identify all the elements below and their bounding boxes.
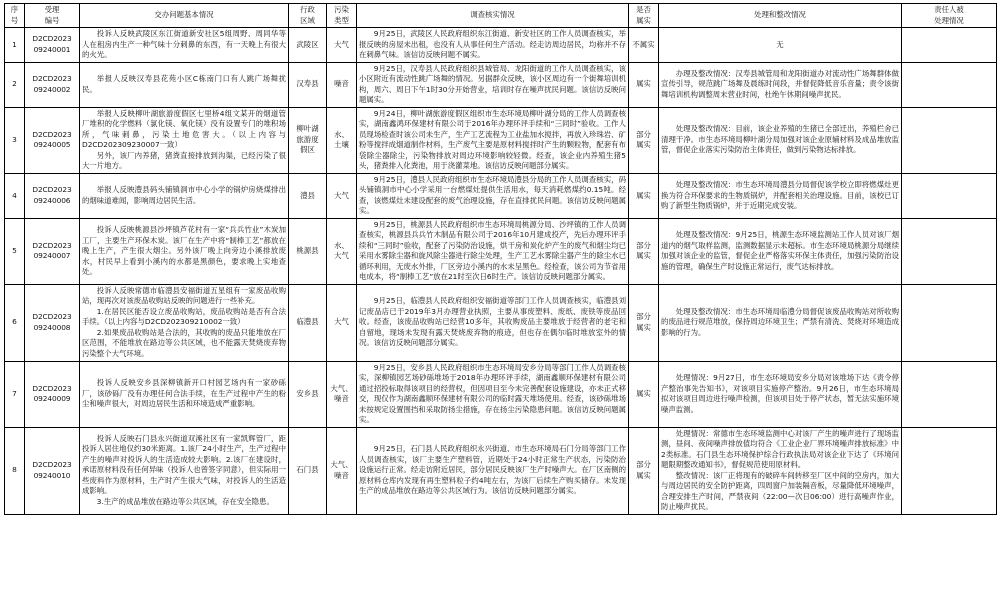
cell-seq: 7 <box>5 361 25 427</box>
cell-seq: 5 <box>5 218 25 284</box>
paragraph: 9月25日，桃源县人民政府组织市生态环境局桃源分局、沙坪镇的工作人员调查核实，桃源县兵兵竹木制品有限公司于2016年10月建成投产，先后办理环评手续和“三同时”验收，配套了污染防治设施，烘干房和炭化炉产生的废气和烟尘均已采用水雾除尘器和旋风除尘器进行除尘处理，生产工艺水雾除尘器产生的除尘水已循环利用，无废水外排，厂区旁边小溪内的水未呈黑色。经检查，该公司为节省用电成本，将“制棒工艺”放在21时至次日6时生产。该信访反映问题部分属实。 <box>359 219 626 282</box>
cell-description <box>80 173 289 218</box>
header-region: 行政 区域 <box>289 4 327 28</box>
code-line-1: D2CD2023 <box>32 460 72 470</box>
cell-handling <box>659 173 902 218</box>
paragraph: 处理及整改情况：9月25日，桃源生态环境监测站工作人员对该厂烟道内的烟气取样监测，监测数据显示未超标。市生态环境局桃源分局继续加强对该企业的监管，督促企业严格落实环保主体责任，加强污染防治设施的管理，确保生产时设施正常运行，废气达标排放。 <box>661 230 899 271</box>
paragraph: 无 <box>776 39 784 49</box>
cell-accept-code <box>25 284 80 361</box>
cell-pollution-type <box>327 427 357 514</box>
paragraph: 投诉人反映桃源县沙坪镇芦花村有一家“兵兵竹业”木炭加工厂，主要生产环保木炭。该厂在生产中将“制棒工艺”都放在晚上生产，产生很大烟尘。另外该厂晚上向旁边小溪排放废水，村民早上看到小溪内的水都是黑颜色，要求晚上实地查处。 <box>82 225 286 277</box>
cell-pollution-type <box>327 107 357 173</box>
paragraph: 处理情况：9月27日，市生态环境局安乡分局对该堆场下达《责令停产整治事先告知书》，对该项目实施停产整治。9月26日，市生态环境局拟对该项目周边进行噪声检测，但该项目处于停产状态，暂无法实施环境噪声监测。 <box>661 373 899 414</box>
cell-accept-code <box>25 107 80 173</box>
code-line-2: 09240005 <box>33 140 71 150</box>
cell-description <box>80 28 289 63</box>
cell-handling <box>659 284 902 361</box>
paragraph: 处理及整改情况：目前，该企业养殖的生猪已全部迁出，养殖栏舍已清理干净。市生态环境局柳叶湖分局加强对该企业原辅材料及成品堆放监管，督促企业落实污染防治主体责任，做到污染物达标排放。 <box>661 124 899 155</box>
cell-investigation <box>357 427 629 514</box>
paragraph: 办理及整改情况：汉寿县城管局和龙阳街道办对流动性广场舞群体做宣传引导，规范跳广场舞及晨练时间段，并督促降低音乐音量；责令该街舞培训机构调整周末营业时间，杜绝午休期间噪声扰民。 <box>661 68 899 99</box>
cell-investigation <box>357 28 629 63</box>
cell-pollution-type: 大气 <box>327 173 357 218</box>
cell-seq: 6 <box>5 284 25 361</box>
code-line-2: 09240006 <box>33 195 71 205</box>
code-line-2: 09240010 <box>33 470 71 480</box>
cell-investigation <box>357 218 629 284</box>
paragraph: 9月25日，武陵区人民政府组织东江街道、新安社区的工作人员调查核实，举报反映的房屋未出租，也没有人从事任何生产活动。经走访周边居民，均称并不存在刺鼻气味。该信访反映问题不属实。 <box>359 29 626 60</box>
cell-is-true: 属实 <box>629 173 659 218</box>
text-line: 噪音 <box>334 470 349 480</box>
cell-investigation <box>357 173 629 218</box>
paragraph: 9月24日，柳叶湖旅游度假区组织市生态环境局柳叶湖分局的工作人员调查核实，湖南鑫鸿环保建材有限公司于2016年办理环评手续和“三同时”验收。工作人员现场检查时该公司未生产，生产工艺流程为工业盐加水搅拌，再放入珍珠岩、矿粉等搅拌成烟道制作材料，生产废气主要是原材料搅拌时产生的颗粒物，配套有布袋除尘器除尘，污染物排放对周边环境影响较轻微。经查，该企业内养殖生猪5头，猪粪排入化粪池，用于浇灌菜地。该信访反映问题部分属实。 <box>359 108 626 171</box>
cell-is-true: 不属实 <box>629 28 659 63</box>
text-line: 部分 <box>636 129 651 139</box>
code-line-2: 09240009 <box>33 394 71 404</box>
cell-responsible-person <box>902 62 997 107</box>
header-investigation: 调查核实情况 <box>357 4 629 28</box>
paragraph: 投诉人反映常德市临澧县安福街道五星组有一家废品收购站，现再次对该废品收购站反映的问题进行一些补充。 <box>82 285 286 306</box>
header-row <box>5 4 997 28</box>
paragraph: 整改情况：该厂正将现有的破碎车间转移至厂区中间的空房内，加大与周边居民的安全防护距离，四周窗户加装隔音板，尽量降低环境噪声，合理安排生产时间，严禁夜间（22:00—次日06:00）进行高噪声作业，防止噪声扰民。 <box>661 470 899 512</box>
cell-seq: 3 <box>5 107 25 173</box>
cell-seq: 8 <box>5 427 25 514</box>
cell-region: 武陵区 <box>289 28 327 63</box>
code-line-1: D2CD2023 <box>32 129 72 139</box>
cell-description <box>80 284 289 361</box>
table-row <box>5 427 997 514</box>
cell-region: 桃源县 <box>289 218 327 284</box>
code-line-1: D2CD2023 <box>32 185 72 195</box>
cell-seq: 1 <box>5 28 25 63</box>
text-line: 部分 <box>636 460 651 470</box>
cell-responsible-person <box>902 361 997 427</box>
cell-handling <box>659 218 902 284</box>
cell-accept-code <box>25 361 80 427</box>
header-pollution-type: 污染 类型 <box>327 4 357 28</box>
paragraph: 1.在居民区能否设立废品收购站，废品收购站是否有合法手续。（以上内容与D2CD202309210002一致） <box>82 306 286 327</box>
cell-region: 澧县 <box>289 173 327 218</box>
table-row <box>5 218 997 284</box>
paragraph: 处理及整改情况：市生态环境局澧县分局督促该学校立即将燃煤灶更换为符合环保要求的生物质锅炉，并配套相关治理设施。目前，该校已订购了新型生物质锅炉，并于近期完成安装。 <box>661 179 899 211</box>
cell-region: 汉寿县 <box>289 62 327 107</box>
text-line: 大气、 <box>330 460 353 470</box>
cell-pollution-type: 噪音 <box>327 62 357 107</box>
cell-accept-code <box>25 218 80 284</box>
text-line: 大气 <box>334 251 349 261</box>
cell-responsible-person <box>902 173 997 218</box>
text-line: 属实 <box>636 251 651 261</box>
cell-is-true <box>629 284 659 361</box>
header-is-true: 是否 属实 <box>629 4 659 28</box>
cell-description <box>80 107 289 173</box>
text-line: 大气、 <box>330 383 353 393</box>
cell-handling <box>659 427 902 514</box>
paragraph: 9月25日，澧县人民政府组织市生态环境局澧县分局的工作人员调查核实，码头铺镇洞市中心小学采用一台燃煤灶提供生活用水，每天消耗燃煤约0.15吨。经查，该燃煤灶未建设配套的废气治理设施，存在直排扰民问题。该信访反映问题属实。 <box>359 174 626 216</box>
text-line: 假区 <box>300 145 315 155</box>
paragraph: 处理及整改情况：市生态环境局临澧分局督促该废品收购站对所收购的废品进行规范堆放，保持周边环境卫生；严禁有清洗、焚烧对环境造成影响的行为。 <box>661 306 899 337</box>
cell-accept-code <box>25 28 80 63</box>
code-line-2: 09240007 <box>33 251 71 261</box>
cell-description <box>80 218 289 284</box>
cell-region: 石门县 <box>289 427 327 514</box>
code-line-2: 09240008 <box>33 322 71 332</box>
paragraph: 2.如果废品收购站是合法的，其收购的废品只能堆放在厂区范围，不能堆放在路边等公共区域，也不能露天焚烧废弃物污染整个大气环境。 <box>82 327 286 358</box>
text-line: 水、 <box>334 240 349 250</box>
header-description: 交办问题基本情况 <box>80 4 289 28</box>
table-row <box>5 28 997 63</box>
cell-investigation <box>357 361 629 427</box>
cell-is-true <box>629 107 659 173</box>
cell-accept-code <box>25 427 80 514</box>
cell-description <box>80 427 289 514</box>
text-line: 旅游度 <box>296 134 319 144</box>
cell-region: 临澧县 <box>289 284 327 361</box>
cell-accept-code <box>25 62 80 107</box>
cell-pollution-type: 大气 <box>327 284 357 361</box>
text-line: 部分 <box>636 240 651 250</box>
cell-pollution-type <box>327 361 357 427</box>
cell-handling <box>659 62 902 107</box>
table-row <box>5 361 997 427</box>
header-code: 受理 编号 <box>25 4 80 28</box>
code-line-1: D2CD2023 <box>32 34 72 44</box>
cell-description <box>80 361 289 427</box>
cell-is-true: 属实 <box>629 361 659 427</box>
table-row <box>5 107 997 173</box>
text-line: 水、 <box>334 129 349 139</box>
table-row <box>5 173 997 218</box>
paragraph: 9月25日，安乡县人民政府组织市生态环境局安乡分局等部门工作人员调查核实，深柳镇园艺场砂砾堆场于2018年办理环评手续，湖南鑫顺环保建材有限公司通过招投标取得该项目的经营权，但因项目至今未完善配套设施建设，亦未正式移交，现仅作为湖南鑫顺环保建材有限公司的临时露天堆场使用。经查，该砂砾堆场未按规定设置围挡和采取防扬尘措施，存在扬尘污染隐患问题。该信访反映问题属实。 <box>359 362 626 425</box>
text-line: 柳叶湖 <box>296 124 319 134</box>
header-seq: 序 号 <box>5 4 25 28</box>
paragraph: 另外，该厂内养猪，猪粪直接排放到沟渠，已经污染了很大一片地方。 <box>82 150 286 171</box>
paragraph: 3.生产的成品堆放在路边等公共区域，存在安全隐患。 <box>96 496 274 506</box>
cell-is-true: 属实 <box>629 62 659 107</box>
text-line: 属实 <box>636 322 651 332</box>
cell-region: 安乡县 <box>289 361 327 427</box>
cell-pollution-type: 大气 <box>327 28 357 63</box>
paragraph: 9月25日，临澧县人民政府组织安福街道等部门工作人员调查核实，临澧县刘记废品店已于2019年3月办理营业执照，主要从事废塑料、废纸、废铁等废品回收。经查，该废品收购站已经营10多年，其收购废品主要堆放于经营者的老宅和自留地，现场未发现有露天焚烧废弃物的痕迹，但也存在偶尔临时堆放室外的情况。该信访反映问题部分属实。 <box>359 296 626 348</box>
paragraph: 投诉人反映石门县永兴街道双溪社区有一家凯辉管厂，距投诉人居住地仅约30米距离。1.该厂24小时生产，生产过程中产生的噪声对投诉人的生活造成较大影响。2.该厂在建设时，承诺原材料没有任何异味（投诉人也曾签字同意），但实际用一些废料作为原材料，生产时产生很大气味，对投诉人的生活造成影响。 <box>82 433 286 496</box>
cell-investigation <box>357 62 629 107</box>
header-handling: 处理和整改情况 <box>659 4 902 28</box>
paragraph: 9月25日，石门县人民政府组织永兴街道、市生态环境局石门分局等部门工作人员调查核实，该厂主要生产塑料管，近期处于24小时正常生产状态，污染防治设施运行正常。经走访附近居民，部分居民反映该厂生产时噪声大。在厂区南侧的原材料仓库内发现有再生塑料粒子约4吨左右，为该厂后续生产购买储存。未发现生产的成品堆放在路边等公共区域行为。该信访反映问题部分属实。 <box>359 444 626 496</box>
code-line-1: D2CD2023 <box>32 312 72 322</box>
case-table <box>4 3 997 515</box>
cell-seq: 2 <box>5 62 25 107</box>
table-row <box>5 284 997 361</box>
text-line: 属实 <box>636 470 651 480</box>
cell-responsible-person <box>902 218 997 284</box>
table-header <box>5 4 997 28</box>
cell-handling <box>659 361 902 427</box>
text-line: 属实 <box>636 140 651 150</box>
code-line-2: 09240002 <box>33 84 71 94</box>
cell-is-true <box>629 427 659 514</box>
text-line: 土壤 <box>334 140 349 150</box>
cell-investigation <box>357 107 629 173</box>
header-responsible-person: 责任人被 处理情况 <box>902 4 997 28</box>
text-line: 噪音 <box>334 394 349 404</box>
cell-accept-code <box>25 173 80 218</box>
code-line-1: D2CD2023 <box>32 383 72 393</box>
table-row <box>5 62 997 107</box>
cell-is-true <box>629 218 659 284</box>
paragraph: 投诉人反映安乡县深柳镇新开口村园艺场内有一家砂砾厂，该砂砾厂没有办理任何合法手续，在生产过程中产生的粉尘和噪声很大，对周边居民生活和环境造成严重影响。 <box>82 378 286 409</box>
cell-responsible-person <box>902 284 997 361</box>
cell-handling <box>659 107 902 173</box>
cell-pollution-type <box>327 218 357 284</box>
cell-responsible-person <box>902 107 997 173</box>
paragraph: 处理情况：常德市生态环境监测中心对该厂产生的噪声进行了现场监测，昼间、夜间噪声排放值均符合《工业企业厂界环境噪声排放标准》中2类标准。石门县生态环境保护综合行政执法局对该企业下达了《环境问题限期整改通知书》，督促规范使用原材料。 <box>661 428 899 470</box>
cell-region <box>289 107 327 173</box>
cell-responsible-person <box>902 427 997 514</box>
cell-responsible-person <box>902 28 997 63</box>
code-line-1: D2CD2023 <box>32 74 72 84</box>
text-line: 部分 <box>636 312 651 322</box>
table-body <box>5 28 997 515</box>
code-line-2: 09240001 <box>33 44 71 54</box>
code-line-1: D2CD2023 <box>32 240 72 250</box>
paragraph: 举报人反映柳叶湖旅游度假区七里桥4组文某开的烟道管厂堆积的化学燃料（氯化镁、氧化镁）没有设置专门的堆积场所，气味刺鼻，污染土地危害大。（以上内容与D2CD202309230007一致） <box>82 108 286 150</box>
cell-description <box>80 62 289 107</box>
cell-seq: 4 <box>5 173 25 218</box>
paragraph: 9月25日，汉寿县人民政府组织县城管局、龙阳街道的工作人员调查核实，该小区附近有流动性跳广场舞的情况。另据群众反映，该小区周边有一个街舞培训机构，周六、周日下午1时30分开始营业，培训时存在噪声扰民问题。该信访反映问题属实。 <box>359 63 626 105</box>
paragraph: 投诉人反映武陵区东江街道新安社区5组周野、周同华等人在租房内生产一种气味十分刺鼻的东西，有一天晚上有很大的火光。 <box>82 29 286 60</box>
paragraph: 举报人反映澧县码头铺镇洞市中心小学的锅炉房烧煤排出的烟味道难闻，影响周边居民生活。 <box>82 185 286 205</box>
cell-investigation <box>357 284 629 361</box>
cell-handling <box>659 28 902 63</box>
paragraph: 举报人反映汉寿县花苑小区C栋南门口有人跳广场舞扰民。 <box>82 74 286 94</box>
